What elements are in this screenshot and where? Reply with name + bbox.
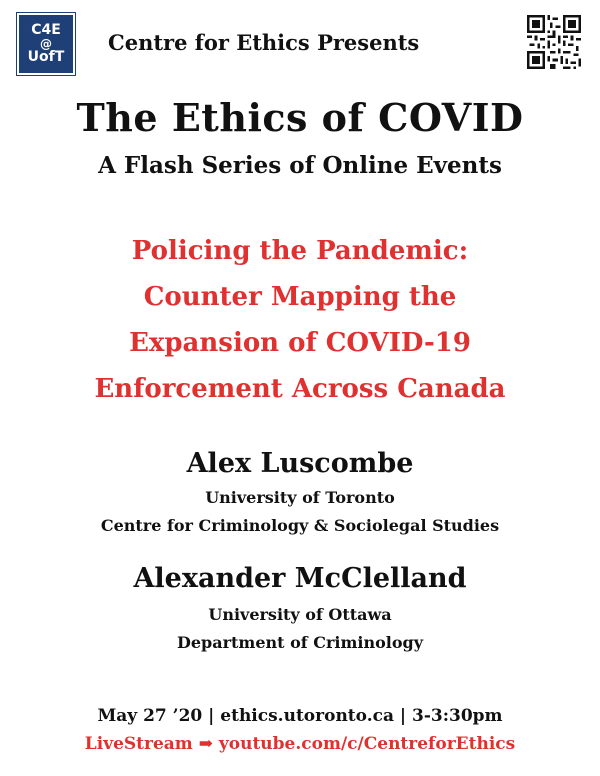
presents-heading: Centre for Ethics Presents (108, 30, 420, 55)
logo-line-1: C4E (31, 22, 61, 39)
logo-line-3: UofT (27, 49, 65, 66)
speaker-name: Alexander McClelland (133, 563, 467, 594)
speaker-affiliation (0, 484, 600, 540)
affiliation-line: Department of Criminology (176, 633, 424, 652)
qr-code-icon (527, 15, 581, 69)
talk-title-line: Enforcement Across Canada (94, 374, 506, 404)
affiliation-line: University of Toronto (205, 488, 395, 507)
series-subtitle: A Flash Series of Online Events (98, 152, 502, 179)
affiliation-line: Centre for Criminology & Sociolegal Studies (100, 516, 500, 535)
livestream-link[interactable]: LiveStream ➡ youtube.com/c/CentreforEthics (84, 734, 516, 754)
talk-title-line: Policing the Pandemic: (131, 236, 469, 266)
logo-line-2: @ (40, 36, 52, 51)
c4e-logo (17, 13, 75, 75)
speaker-name: Alex Luscombe (186, 448, 414, 479)
affiliation-line: University of Ottawa (208, 605, 392, 624)
talk-title-line: Counter Mapping the (143, 282, 457, 312)
series-title: The Ethics of COVID (76, 95, 524, 140)
talk-title-line: Expansion of COVID-19 (129, 328, 471, 358)
event-details: May 27 ’20 | ethics.utoronto.ca | 3-3:30pm (97, 706, 503, 726)
speaker-affiliation (0, 601, 600, 657)
talk-title (0, 228, 600, 412)
